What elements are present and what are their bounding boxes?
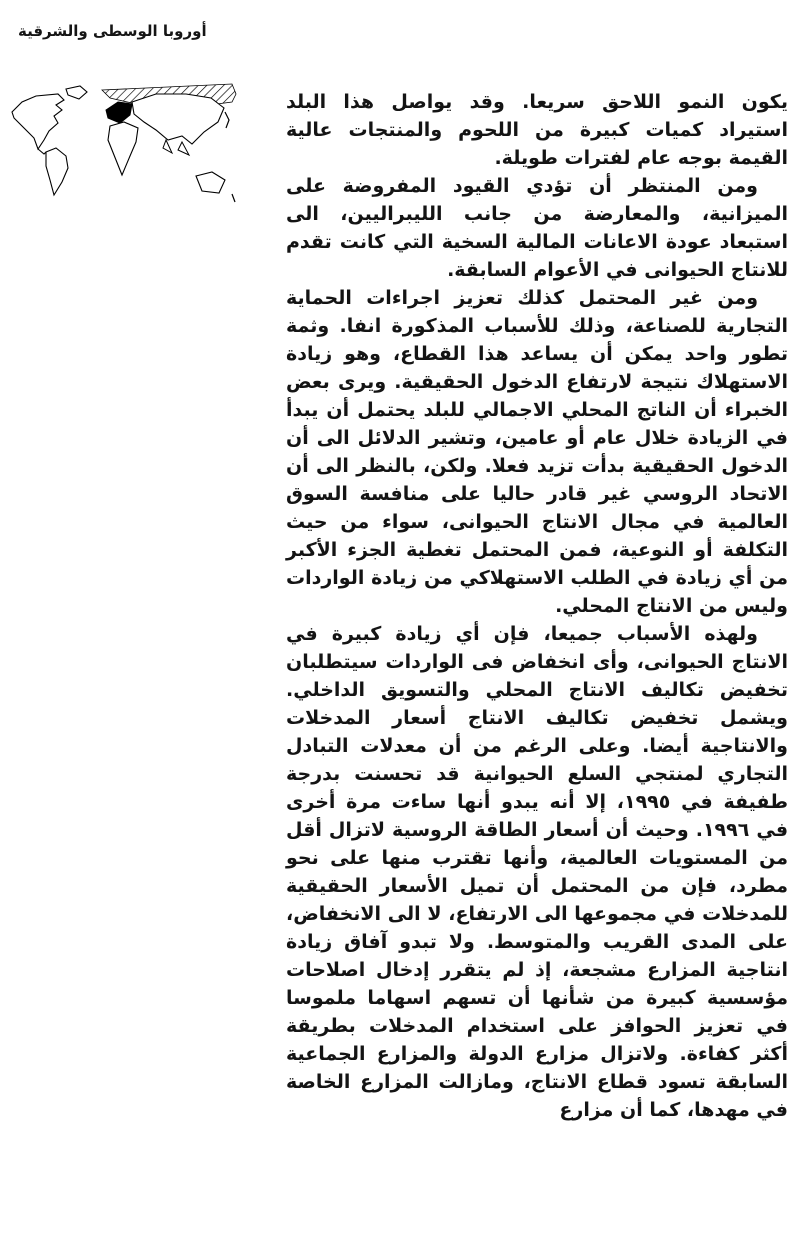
paragraph: ومن المنتظر أن تؤدي القيود المفروضة على الميزانية، والمعارضة من جانب الليبراليين، الى استبعاد عودة الاعانات المالية السخية التي كانت تقدم للانتاج الحيوانى في الأعوام السابقة. — [286, 175, 788, 281]
paragraph: ولهذه الأسباب جميعا، فإن أي زيادة كبيرة في الانتاج الحيوانى، وأى انخفاض فى الواردات سيتطلبان تخفيض تكاليف الانتاج المحلي والتسويق الداخلي. ويشمل تخفيض تكاليف الانتاج أسعار المدخلات والانتاجية أيضا. وعلى الرغم من أن معدلات التبادل التجاري لمنتجي السلع الحيوانية قد تحسنت بدرجة طفيفة في ١٩٩٥، إلا أنه يبدو أنها ساءت مرة أخرى في ١٩٩٦. وحيث أن أسعار الطاقة الروسية لاتزال أقل من المستويات العالمية، وأنها تقترب منها على نحو مطرد، فإن من المحتمل أن تميل الأسعار الحقيقية للمدخلات في مجموعها الى الارتفاع، لا الى الانخفاض، على المدى القريب والمتوسط. ولا تبدو آفاق زيادة انتاجية المزارع مشجعة، إذ لم يتقرر إدخال اصلاحات مؤسسية كبيرة من شأنها أن تسهم اسهاما ملموسا في تعزيز الحوافز على استخدام المدخلات بطريقة أكثر كفاءة. ولاتزال مزارع الدولة والمزارع الجماعية السابقة تسود قطاع الانتاج، ومازالت المزارع الخاصة في مهدها، كما أن مزارع — [286, 623, 789, 1121]
world-map-graphic — [6, 82, 240, 214]
paragraph: ومن غير المحتمل كذلك تعزيز اجراءات الحماية التجارية للصناعة، وذلك للأسباب المذكورة انفا. وثمة تطور واحد يمكن أن يساعد هذا القطاع، وهو زيادة الاستهلاك نتيجة لارتفاع الدخول الحقيقية. ويرى بعض الخبراء أن الناتج المحلي الاجمالي للبلد يحتمل أن يبدأ في الزيادة خلال عام أو عامين، وتشير الدلائل الى أن الدخول الحقيقية بدأت تزيد فعلا. ولكن، بالنظر الى أن الاتحاد الروسي غير قادر حاليا على منافسة السوق العالمية في مجال الانتاج الحيوانى، سواء من حيث التكلفة أو النوعية، فمن المحتمل تغطية الجزء الأكبر من أي زيادة في الطلب الاستهلاكي من زيادة الواردات وليس من الانتاج المحلي. — [286, 287, 788, 617]
map-highlight-europe — [106, 102, 132, 123]
article-text — [286, 88, 788, 1124]
section-label: أوروبا الوسطى والشرقية — [18, 22, 207, 40]
world-map-icon — [6, 82, 240, 214]
paragraph: يكون النمو اللاحق سريعا. وقد يواصل هذا البلد استيراد كميات كبيرة من اللحوم والمنتجات عالية القيمة بوجه عام لفترات طويلة. — [286, 91, 788, 169]
